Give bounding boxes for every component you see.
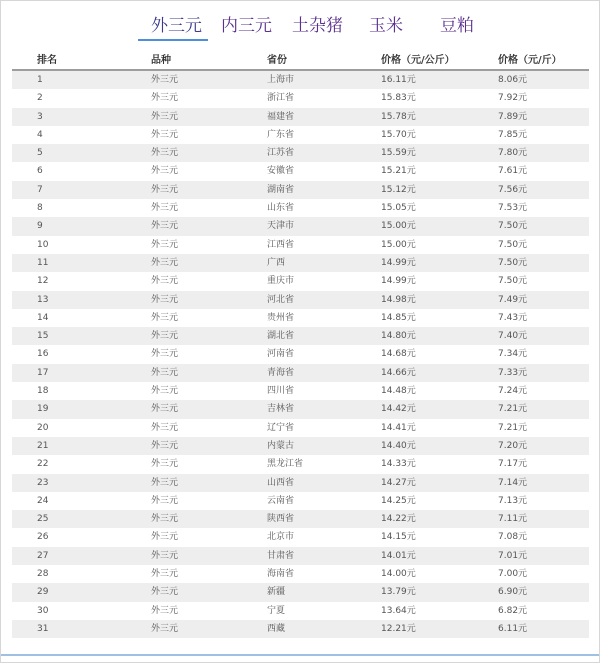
cell-variety: 外三元 <box>151 349 179 360</box>
cell-rank: 31 <box>37 623 49 634</box>
cell-province: 河南省 <box>267 349 295 360</box>
cell-province: 青海省 <box>267 367 295 378</box>
table-row <box>12 364 589 382</box>
cell-province: 宁夏 <box>267 605 286 616</box>
cell-province: 吉林省 <box>267 404 295 415</box>
cell-rank: 10 <box>37 239 49 250</box>
cell-province: 甘肃省 <box>267 550 295 561</box>
cell-province: 辽宁省 <box>267 422 295 433</box>
table-row <box>12 236 589 254</box>
table-row <box>12 437 589 455</box>
cell-price-kg: 14.27元 <box>381 477 416 488</box>
cell-variety: 外三元 <box>151 550 179 561</box>
cell-price-jin: 7.34元 <box>498 349 528 360</box>
cell-variety: 外三元 <box>151 276 179 287</box>
cell-price-jin: 6.11元 <box>498 623 528 634</box>
cell-price-kg: 14.00元 <box>381 569 416 580</box>
cell-price-kg: 14.99元 <box>381 276 416 287</box>
table-row <box>12 547 589 565</box>
cell-rank: 17 <box>37 367 49 378</box>
cell-price-jin: 7.50元 <box>498 239 528 250</box>
cell-province: 四川省 <box>267 386 295 397</box>
cell-price-kg: 14.85元 <box>381 312 416 323</box>
cell-rank: 9 <box>37 221 43 232</box>
cell-price-kg: 14.41元 <box>381 422 416 433</box>
cell-variety: 外三元 <box>151 422 179 433</box>
cell-price-jin: 7.80元 <box>498 148 528 159</box>
cell-province: 天津市 <box>267 221 295 232</box>
cell-province: 上海市 <box>267 75 295 85</box>
cell-price-kg: 15.21元 <box>381 166 416 177</box>
cell-variety: 外三元 <box>151 386 179 397</box>
table-row <box>12 108 589 126</box>
cell-price-kg: 14.42元 <box>381 404 416 415</box>
cell-price-jin: 7.08元 <box>498 532 528 543</box>
cell-rank: 23 <box>37 477 49 488</box>
cell-price-kg: 14.80元 <box>381 331 416 342</box>
cell-rank: 16 <box>37 349 49 360</box>
cell-province: 海南省 <box>267 569 295 580</box>
table-row <box>12 602 589 620</box>
cell-variety: 外三元 <box>151 166 179 177</box>
cell-price-kg: 14.33元 <box>381 459 416 470</box>
cell-variety: 外三元 <box>151 404 179 415</box>
cell-price-jin: 7.20元 <box>498 440 528 451</box>
cell-rank: 6 <box>37 166 43 177</box>
cell-price-jin: 6.90元 <box>498 587 528 598</box>
cell-price-kg: 15.05元 <box>381 203 416 214</box>
cell-rank: 11 <box>37 257 49 268</box>
cell-price-jin: 7.00元 <box>498 569 528 580</box>
cell-variety: 外三元 <box>151 312 179 323</box>
cell-price-jin: 7.01元 <box>498 550 528 561</box>
table-row <box>12 291 589 309</box>
cell-variety: 外三元 <box>151 459 179 470</box>
cell-rank: 15 <box>37 331 49 342</box>
cell-variety: 外三元 <box>151 569 179 580</box>
cell-rank: 7 <box>37 184 43 195</box>
cell-price-kg: 15.12元 <box>381 184 416 195</box>
header-rank: 排名 <box>37 55 57 66</box>
tab-bar <box>1 1 599 41</box>
table-header <box>12 43 589 71</box>
table-row <box>12 583 589 601</box>
cell-rank: 13 <box>37 294 49 305</box>
table-row <box>12 126 589 144</box>
price-table <box>12 43 589 638</box>
cell-price-jin: 7.43元 <box>498 312 528 323</box>
cell-rank: 27 <box>37 550 49 561</box>
tab-yu-mi[interactable]: 玉米 <box>369 16 403 36</box>
cell-variety: 外三元 <box>151 203 179 214</box>
cell-price-jin: 8.06元 <box>498 75 528 85</box>
cell-price-jin: 7.50元 <box>498 257 528 268</box>
table-row <box>12 510 589 528</box>
bottom-divider <box>1 654 599 656</box>
table-row <box>12 620 589 638</box>
cell-price-jin: 7.33元 <box>498 367 528 378</box>
cell-variety: 外三元 <box>151 184 179 195</box>
cell-price-kg: 13.64元 <box>381 605 416 616</box>
cell-variety: 外三元 <box>151 221 179 232</box>
cell-price-kg: 14.15元 <box>381 532 416 543</box>
cell-rank: 2 <box>37 93 43 104</box>
cell-rank: 29 <box>37 587 49 598</box>
cell-price-jin: 7.53元 <box>498 203 528 214</box>
cell-price-kg: 14.40元 <box>381 440 416 451</box>
cell-rank: 28 <box>37 569 49 580</box>
cell-rank: 19 <box>37 404 49 415</box>
cell-rank: 25 <box>37 514 49 525</box>
cell-price-kg: 15.78元 <box>381 111 416 122</box>
cell-variety: 外三元 <box>151 367 179 378</box>
cell-price-kg: 12.21元 <box>381 623 416 634</box>
cell-rank: 14 <box>37 312 49 323</box>
cell-variety: 外三元 <box>151 495 179 506</box>
cell-price-jin: 6.82元 <box>498 605 528 616</box>
cell-variety: 外三元 <box>151 605 179 616</box>
table-row <box>12 217 589 235</box>
active-tab-indicator <box>138 39 208 41</box>
cell-province: 山东省 <box>267 203 295 214</box>
table-row <box>12 272 589 290</box>
cell-variety: 外三元 <box>151 294 179 305</box>
cell-rank: 22 <box>37 459 49 470</box>
cell-province: 江西省 <box>267 239 295 250</box>
table-row <box>12 400 589 418</box>
cell-province: 广西 <box>267 257 286 268</box>
cell-rank: 20 <box>37 422 49 433</box>
cell-province: 新疆 <box>267 587 286 598</box>
table-row <box>12 382 589 400</box>
cell-price-jin: 7.40元 <box>498 331 528 342</box>
table-row <box>12 345 589 363</box>
cell-price-jin: 7.17元 <box>498 459 528 470</box>
cell-price-kg: 14.98元 <box>381 294 416 305</box>
cell-price-kg: 14.48元 <box>381 386 416 397</box>
table-row <box>12 71 589 89</box>
cell-province: 重庆市 <box>267 276 295 287</box>
cell-province: 安徽省 <box>267 166 295 177</box>
cell-price-jin: 7.61元 <box>498 166 528 177</box>
cell-price-kg: 15.00元 <box>381 221 416 232</box>
cell-province: 江苏省 <box>267 148 295 159</box>
tab-tu-za-zhu[interactable]: 土杂猪 <box>292 16 343 36</box>
cell-price-jin: 7.56元 <box>498 184 528 195</box>
cell-rank: 1 <box>37 75 43 85</box>
tab-wai-san-yuan[interactable]: 外三元 <box>151 16 202 36</box>
cell-price-kg: 15.83元 <box>381 93 416 104</box>
cell-variety: 外三元 <box>151 239 179 250</box>
cell-price-jin: 7.24元 <box>498 386 528 397</box>
cell-province: 山西省 <box>267 477 295 488</box>
cell-province: 贵州省 <box>267 312 295 323</box>
cell-price-kg: 16.11元 <box>381 75 416 85</box>
cell-price-kg: 15.59元 <box>381 148 416 159</box>
cell-price-jin: 7.89元 <box>498 111 528 122</box>
cell-rank: 4 <box>37 129 43 140</box>
cell-price-kg: 14.25元 <box>381 495 416 506</box>
cell-price-jin: 7.14元 <box>498 477 528 488</box>
cell-price-jin: 7.21元 <box>498 422 528 433</box>
cell-province: 浙江省 <box>267 93 295 104</box>
cell-province: 黑龙江省 <box>267 459 304 470</box>
cell-rank: 5 <box>37 148 43 159</box>
table-row <box>12 181 589 199</box>
table-row <box>12 327 589 345</box>
cell-rank: 26 <box>37 532 49 543</box>
cell-province: 湖南省 <box>267 184 295 195</box>
cell-variety: 外三元 <box>151 587 179 598</box>
cell-variety: 外三元 <box>151 331 179 342</box>
table-row <box>12 144 589 162</box>
cell-price-kg: 14.66元 <box>381 367 416 378</box>
cell-price-kg: 14.99元 <box>381 257 416 268</box>
cell-price-kg: 14.22元 <box>381 514 416 525</box>
table-row <box>12 528 589 546</box>
cell-price-jin: 7.13元 <box>498 495 528 506</box>
cell-rank: 3 <box>37 111 43 122</box>
cell-variety: 外三元 <box>151 93 179 104</box>
cell-rank: 30 <box>37 605 49 616</box>
cell-rank: 18 <box>37 386 49 397</box>
table-row <box>12 492 589 510</box>
cell-price-jin: 7.49元 <box>498 294 528 305</box>
cell-rank: 21 <box>37 440 49 451</box>
cell-variety: 外三元 <box>151 148 179 159</box>
table-row <box>12 162 589 180</box>
cell-price-jin: 7.11元 <box>498 514 528 525</box>
cell-price-kg: 14.68元 <box>381 349 416 360</box>
table-body <box>12 71 589 638</box>
cell-variety: 外三元 <box>151 440 179 451</box>
cell-province: 湖北省 <box>267 331 295 342</box>
cell-variety: 外三元 <box>151 532 179 543</box>
cell-province: 陕西省 <box>267 514 295 525</box>
cell-province: 河北省 <box>267 294 295 305</box>
header-variety: 品种 <box>151 55 171 66</box>
table-row <box>12 455 589 473</box>
cell-province: 西藏 <box>267 623 286 634</box>
tab-dou-po[interactable]: 豆粕 <box>440 16 474 36</box>
cell-variety: 外三元 <box>151 514 179 525</box>
cell-price-kg: 15.00元 <box>381 239 416 250</box>
cell-price-jin: 7.50元 <box>498 221 528 232</box>
cell-price-jin: 7.92元 <box>498 93 528 104</box>
cell-price-kg: 15.70元 <box>381 129 416 140</box>
cell-price-jin: 7.21元 <box>498 404 528 415</box>
cell-province: 内蒙古 <box>267 440 295 451</box>
cell-province: 北京市 <box>267 532 295 543</box>
table-row <box>12 565 589 583</box>
cell-rank: 8 <box>37 203 43 214</box>
cell-province: 福建省 <box>267 111 295 122</box>
cell-rank: 24 <box>37 495 49 506</box>
header-price-per-jin: 价格（元/斤） <box>498 55 562 66</box>
cell-variety: 外三元 <box>151 75 179 85</box>
cell-rank: 12 <box>37 276 49 287</box>
cell-variety: 外三元 <box>151 477 179 488</box>
table-row <box>12 309 589 327</box>
cell-variety: 外三元 <box>151 129 179 140</box>
cell-variety: 外三元 <box>151 111 179 122</box>
table-row <box>12 89 589 107</box>
table-row <box>12 419 589 437</box>
cell-variety: 外三元 <box>151 623 179 634</box>
cell-province: 广东省 <box>267 129 295 140</box>
cell-price-jin: 7.50元 <box>498 276 528 287</box>
table-row <box>12 474 589 492</box>
table-row <box>12 199 589 217</box>
cell-variety: 外三元 <box>151 257 179 268</box>
header-price-per-kg: 价格（元/公斤） <box>381 55 455 66</box>
cell-price-kg: 13.79元 <box>381 587 416 598</box>
table-row <box>12 254 589 272</box>
tab-nei-san-yuan[interactable]: 内三元 <box>221 16 272 36</box>
cell-province: 云南省 <box>267 495 295 506</box>
cell-price-kg: 14.01元 <box>381 550 416 561</box>
cell-price-jin: 7.85元 <box>498 129 528 140</box>
header-province: 省份 <box>267 55 287 66</box>
